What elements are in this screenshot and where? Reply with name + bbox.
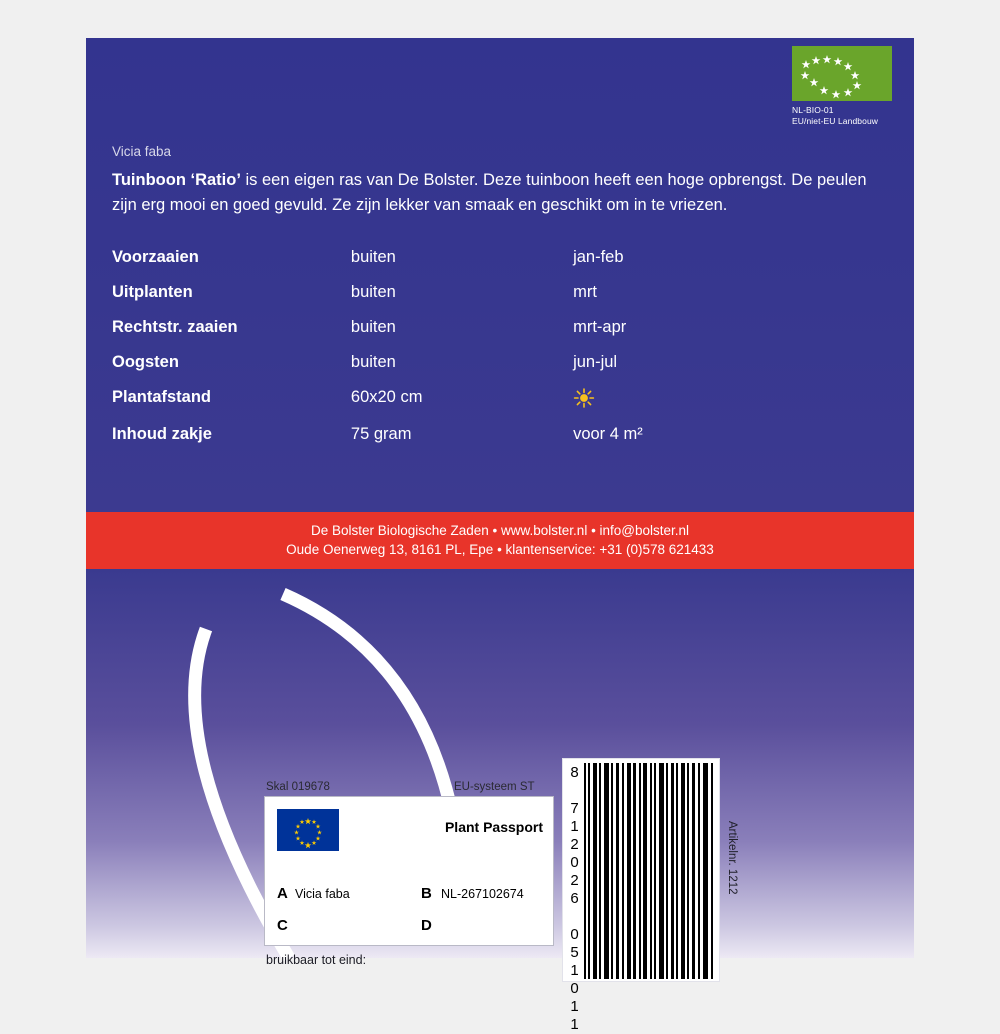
top-info-panel [86, 38, 914, 512]
article-number: Artikelnr. 1212 [726, 821, 738, 895]
table-row [112, 283, 812, 318]
sun-icon [573, 388, 595, 408]
row-label: Inhoud zakje [112, 425, 212, 443]
table-row [112, 388, 812, 425]
product-name: Tuinboon ‘Ratio’ [112, 171, 241, 189]
description-text: is een eigen ras van De Bolster. Deze tuinboon heeft een hoge opbrengst. De peulen zijn erg mooi en goed gevuld. Ze zijn lekker van smaak en geschikt om in te vriezen. [112, 171, 867, 214]
row-when: jan-feb [573, 248, 624, 266]
passport-field-a-value: Vicia faba [295, 887, 350, 901]
barcode-digits: 8 712026 051011 [566, 764, 583, 1034]
passport-field-c-letter: C [277, 917, 288, 934]
row-when: mrt-apr [573, 318, 627, 336]
table-row [112, 425, 812, 460]
bottom-panel [86, 569, 914, 1034]
row-label: Voorzaaien [112, 248, 199, 266]
table-row [112, 248, 812, 283]
table-row [112, 353, 812, 388]
skal-number: Skal 019678 [266, 781, 330, 793]
passport-field-d-letter: D [421, 917, 432, 934]
contact-line-1: De Bolster Biologische Zaden • www.bolster.nl • info@bolster.nl [310, 523, 690, 538]
barcode [562, 758, 720, 1034]
row-when: mrt [573, 283, 597, 301]
organic-code-block [792, 105, 892, 126]
row-where: buiten [350, 248, 396, 266]
eu-system-label: EU-systeem ST [454, 781, 535, 793]
organic-code-line2: EU/niet-EU Landbouw [792, 115, 879, 126]
row-when-icon [573, 388, 812, 425]
passport-field-b-value: NL-267102674 [441, 887, 524, 901]
passport-field-b-letter: B [421, 885, 432, 902]
barcode-bars [584, 763, 716, 979]
growing-instructions-table [112, 248, 812, 460]
row-when: voor 4 m² [573, 425, 643, 443]
row-where: 75 gram [350, 425, 412, 443]
eu-organic-leaf-icon [792, 46, 892, 101]
plant-passport-title: Plant Passport [444, 819, 543, 835]
row-where: 60x20 cm [350, 388, 423, 406]
row-where: buiten [350, 318, 396, 336]
row-label: Oogsten [112, 353, 179, 371]
company-contact-bar [86, 512, 914, 569]
organic-code-line1: NL-BIO-01 [792, 105, 834, 115]
eu-flag-icon [277, 809, 339, 851]
row-label: Plantafstand [112, 388, 212, 406]
passport-field-a-letter: A [277, 885, 288, 902]
row-label: Rechtstr. zaaien [112, 318, 238, 336]
table-row [112, 318, 812, 353]
row-where: buiten [350, 283, 396, 301]
row-when: jun-jul [573, 353, 618, 371]
plant-passport-card [264, 796, 554, 946]
eu-organic-certification [792, 46, 892, 126]
row-where: buiten [350, 353, 396, 371]
product-description [112, 168, 892, 218]
expiry-label: bruikbaar tot eind: [266, 953, 367, 967]
species-latin-name: Vicia faba [112, 144, 172, 159]
seed-packet-back [86, 38, 914, 1034]
contact-line-2: Oude Oenerweg 13, 8161 PL, Epe • klantenservice: +31 (0)578 621433 [286, 542, 714, 557]
row-label: Uitplanten [112, 283, 193, 301]
